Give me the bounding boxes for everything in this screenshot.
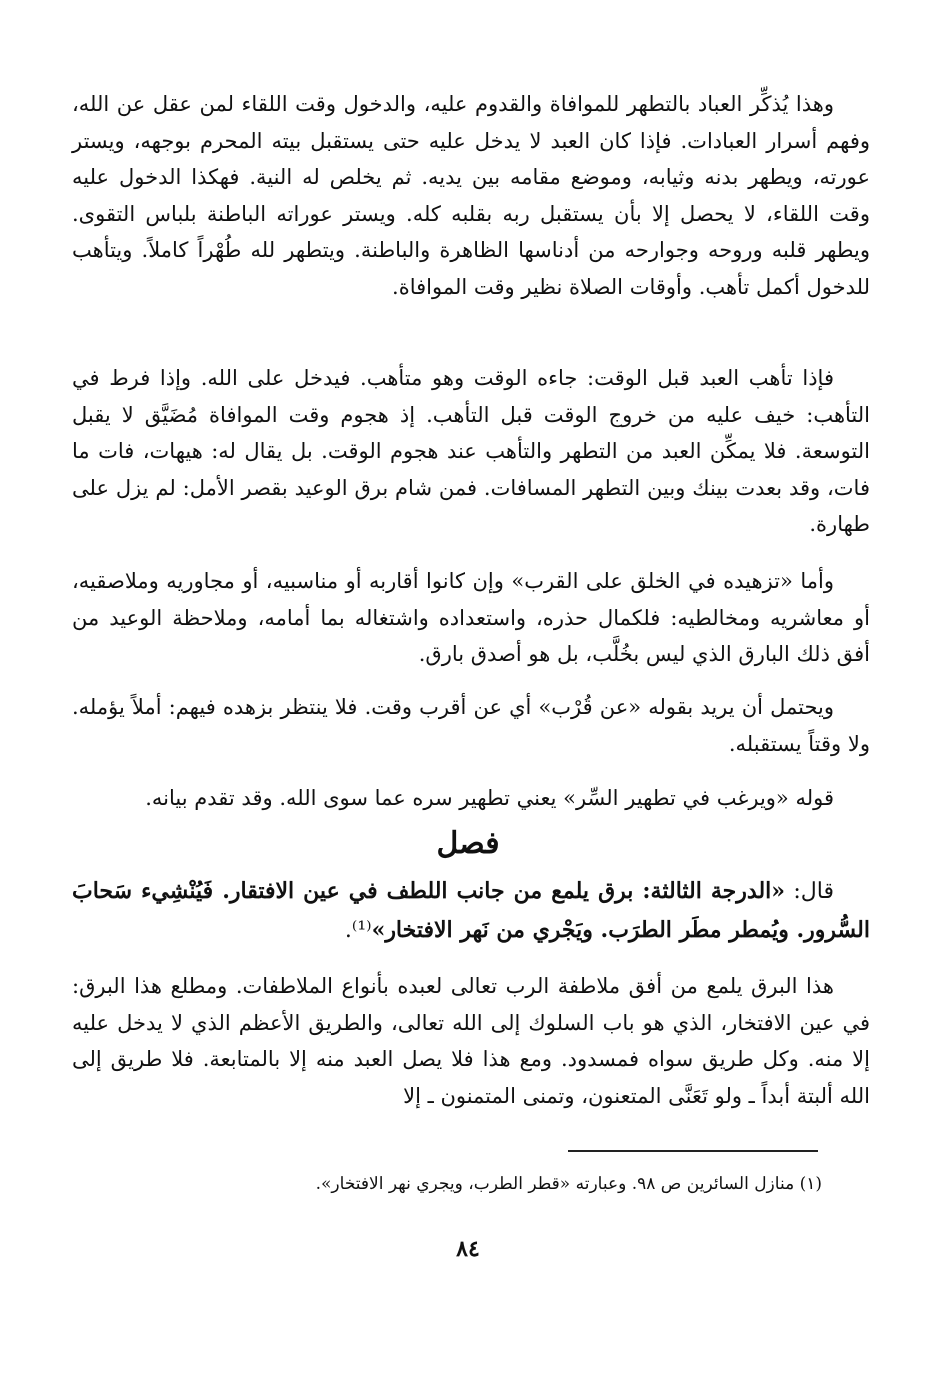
paragraph-text: فإذا تأهب العبد قبل الوقت: جاءه الوقت وهو متأهب. فيدخل على الله. وإذا فرط في التأهب: خيف عليه من خروج الوقت قبل التأهب. إذ هجوم وقت الموافاة مُضَيَّق لا يقبل التوسعة. فلا يمكِّن العبد من التطهر والتأهب عند هجوم الوقت. بل يقال له: هيهات، فات ما فات، وقد بعدت بينك وبين التطهر المسافات. فمن شام برق الوعيد بقصر الأمل: لم يزل على طهارة. [72, 366, 870, 536]
paragraph-text: قوله «ويرغب في تطهير السِّر» يعني تطهير سره عما سوى الله. وقد تقدم بيانه. [145, 786, 834, 810]
footnote-marker: ⁽¹⁾. [344, 918, 372, 943]
paragraph-asceticism [72, 563, 870, 673]
page-number: ٨٤ [456, 1236, 480, 1262]
paragraph-preparation [72, 360, 870, 543]
quote-paragraph [72, 872, 870, 950]
paragraph-text: وأما «تزهيده في الخلق على القرب» وإن كانوا أقاربه أو مناسبيه، أو مجاوريه وملاصقيه، أو معاشريه ومخالطيه: فلكمال حذره، واستعداده واشتغاله بما أمامه، وملاحظة الوعيد من أفق ذلك البارق الذي ليس بخُلَّب، بل هو أصدق بارق. [72, 569, 870, 666]
footnote-divider [568, 1150, 818, 1152]
paragraph-nearness [72, 689, 870, 762]
paragraph-text: هذا البرق يلمع من أفق ملاطفة الرب تعالى لعبده بأنواع الملاطفات. ومطلع هذا البرق: في عين الافتخار، الذي هو باب السلوك إلى الله تعالى، والطريق الأعظم الذي لا يدخل عليه إلا منه. وكل طريق سواه فمسدود. ومع هذا فلا يصل العبد منه إلا بالمتابعة. فلا طريق إلى الله ألبتة أبداً ـ ولو تَعَنَّى المتعنون، وتمنى المتمنون ـ إلا [72, 974, 870, 1108]
paragraph-text: ويحتمل أن يريد بقوله «عن قُرْب» أي عن أقرب وقت. فلا ينتظر بزهده فيهم: أملاً يؤمله. ولا وقتاً يستقبله. [72, 695, 870, 756]
paragraph-lightning [72, 968, 870, 1114]
paragraph-text: وهذا يُذكِّر العباد بالتطهر للموافاة والقدوم عليه، والدخول وقت اللقاء لمن عقل عن الله، وفهم أسرار العبادات. فإذا كان العبد لا يدخل عليه حتى يستقبل بيته المحرم بوجهه، ويستر عورته، ويطهر بدنه وثيابه، وموضع مقامه بين يديه. ثم يخلص له النية. فهكذا الدخول عليه وقت اللقاء، لا يحصل إلا بأن يستقبل ربه بقلبه كله. ويستر عوراته الباطنة بلباس التقوى. ويطهر قلبه وروحه وجوارحه من أدناسها الظاهرة والباطنة. ويتطهر لله طُهْراً كاملاً. ويتأهب للدخول أكمل تأهب. وأوقات الصلاة نظير وقت الموافاة. [72, 92, 870, 299]
quoted-passage [72, 872, 870, 950]
paragraph-inner-purity [72, 780, 870, 817]
quote-prefix: قال: [785, 879, 834, 904]
quote-bold-text: «الدرجة الثالثة: برق يلمع من جانب اللطف في عين الافتقار. فَيُنْشِيء سَحابَ السُّرور. ويُمطر مطَر الطرَب. ويَجْري من نَهر الافتخار» [72, 878, 870, 943]
footnote: (١) منازل السائرين ص ٩٨. وعبارته «قطر الطرب، ويجري نهر الافتخار». [315, 1174, 822, 1194]
paragraph-purification [72, 86, 870, 305]
section-heading: فصل [436, 826, 500, 861]
